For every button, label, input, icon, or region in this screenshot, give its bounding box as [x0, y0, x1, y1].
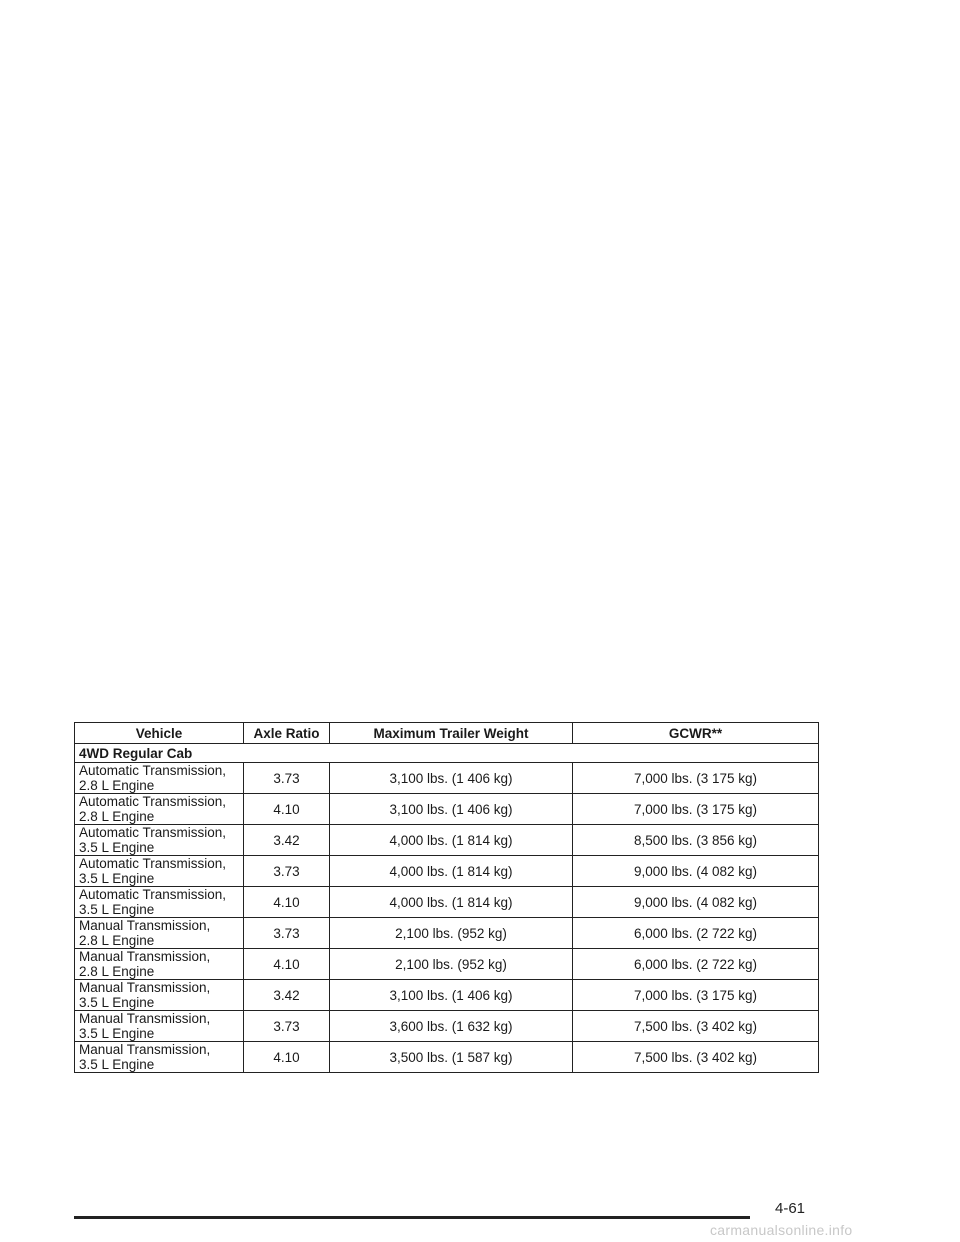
table-row [75, 980, 819, 1011]
header-axle-ratio: Axle Ratio [244, 723, 330, 744]
cell-axle-ratio: 3.73 [244, 763, 330, 794]
cell-max-trailer-weight: 3,600 lbs. (1 632 kg) [330, 1011, 573, 1042]
trailer-weight-table-container [74, 722, 818, 1073]
cell-vehicle [75, 856, 244, 887]
trailer-weight-table [74, 722, 819, 1073]
cell-axle-ratio: 4.10 [244, 794, 330, 825]
cell-max-trailer-weight: 3,100 lbs. (1 406 kg) [330, 763, 573, 794]
vehicle-engine: 2.8 L Engine [79, 964, 155, 979]
vehicle-transmission: Automatic Transmission, [79, 763, 227, 778]
header-max-trailer-weight: Maximum Trailer Weight [330, 723, 573, 744]
cell-vehicle [75, 825, 244, 856]
table-row [75, 825, 819, 856]
cell-axle-ratio: 3.73 [244, 856, 330, 887]
vehicle-engine: 2.8 L Engine [79, 809, 155, 824]
header-vehicle: Vehicle [75, 723, 244, 744]
watermark: carmanualsonline.info [710, 1222, 853, 1238]
vehicle-engine: 3.5 L Engine [79, 1057, 155, 1072]
cell-max-trailer-weight: 4,000 lbs. (1 814 kg) [330, 825, 573, 856]
cell-vehicle [75, 918, 244, 949]
vehicle-transmission: Automatic Transmission, [79, 825, 227, 840]
section-row [75, 744, 819, 763]
cell-max-trailer-weight: 2,100 lbs. (952 kg) [330, 918, 573, 949]
table-row [75, 887, 819, 918]
cell-axle-ratio: 3.73 [244, 918, 330, 949]
vehicle-engine: 2.8 L Engine [79, 778, 155, 793]
cell-max-trailer-weight: 3,500 lbs. (1 587 kg) [330, 1042, 573, 1073]
cell-vehicle [75, 1011, 244, 1042]
vehicle-transmission: Manual Transmission, [79, 1042, 211, 1057]
vehicle-transmission: Automatic Transmission, [79, 856, 227, 871]
vehicle-transmission: Manual Transmission, [79, 980, 211, 995]
cell-max-trailer-weight: 2,100 lbs. (952 kg) [330, 949, 573, 980]
table-row [75, 856, 819, 887]
cell-gcwr: 7,500 lbs. (3 402 kg) [573, 1011, 819, 1042]
cell-axle-ratio: 4.10 [244, 949, 330, 980]
vehicle-engine: 2.8 L Engine [79, 933, 155, 948]
table-row [75, 1011, 819, 1042]
table-row [75, 763, 819, 794]
table-row [75, 918, 819, 949]
section-title: 4WD Regular Cab [75, 744, 819, 763]
cell-axle-ratio: 3.42 [244, 825, 330, 856]
vehicle-transmission: Manual Transmission, [79, 918, 211, 933]
cell-gcwr: 8,500 lbs. (3 856 kg) [573, 825, 819, 856]
cell-gcwr: 6,000 lbs. (2 722 kg) [573, 949, 819, 980]
cell-gcwr: 7,000 lbs. (3 175 kg) [573, 794, 819, 825]
table-row [75, 794, 819, 825]
page-number: 4-61 [775, 1200, 806, 1217]
vehicle-transmission: Manual Transmission, [79, 949, 211, 964]
cell-vehicle [75, 763, 244, 794]
vehicle-engine: 3.5 L Engine [79, 995, 155, 1010]
cell-axle-ratio: 3.73 [244, 1011, 330, 1042]
cell-gcwr: 9,000 lbs. (4 082 kg) [573, 856, 819, 887]
cell-vehicle [75, 794, 244, 825]
cell-vehicle [75, 887, 244, 918]
vehicle-engine: 3.5 L Engine [79, 902, 155, 917]
cell-gcwr: 7,000 lbs. (3 175 kg) [573, 763, 819, 794]
cell-gcwr: 7,500 lbs. (3 402 kg) [573, 1042, 819, 1073]
cell-vehicle [75, 980, 244, 1011]
vehicle-transmission: Automatic Transmission, [79, 887, 227, 902]
table-row [75, 1042, 819, 1073]
cell-vehicle [75, 949, 244, 980]
header-row [75, 723, 819, 744]
table-header [75, 723, 819, 744]
table-body [75, 744, 819, 1073]
vehicle-engine: 3.5 L Engine [79, 1026, 155, 1041]
header-gcwr: GCWR** [573, 723, 819, 744]
cell-vehicle [75, 1042, 244, 1073]
vehicle-engine: 3.5 L Engine [79, 840, 155, 855]
cell-max-trailer-weight: 4,000 lbs. (1 814 kg) [330, 887, 573, 918]
vehicle-transmission: Automatic Transmission, [79, 794, 227, 809]
cell-axle-ratio: 4.10 [244, 1042, 330, 1073]
cell-max-trailer-weight: 3,100 lbs. (1 406 kg) [330, 794, 573, 825]
cell-gcwr: 7,000 lbs. (3 175 kg) [573, 980, 819, 1011]
cell-gcwr: 9,000 lbs. (4 082 kg) [573, 887, 819, 918]
cell-gcwr: 6,000 lbs. (2 722 kg) [573, 918, 819, 949]
cell-max-trailer-weight: 3,100 lbs. (1 406 kg) [330, 980, 573, 1011]
cell-axle-ratio: 3.42 [244, 980, 330, 1011]
footer-rule [74, 1216, 750, 1219]
table-row [75, 949, 819, 980]
vehicle-transmission: Manual Transmission, [79, 1011, 211, 1026]
vehicle-engine: 3.5 L Engine [79, 871, 155, 886]
cell-max-trailer-weight: 4,000 lbs. (1 814 kg) [330, 856, 573, 887]
cell-axle-ratio: 4.10 [244, 887, 330, 918]
